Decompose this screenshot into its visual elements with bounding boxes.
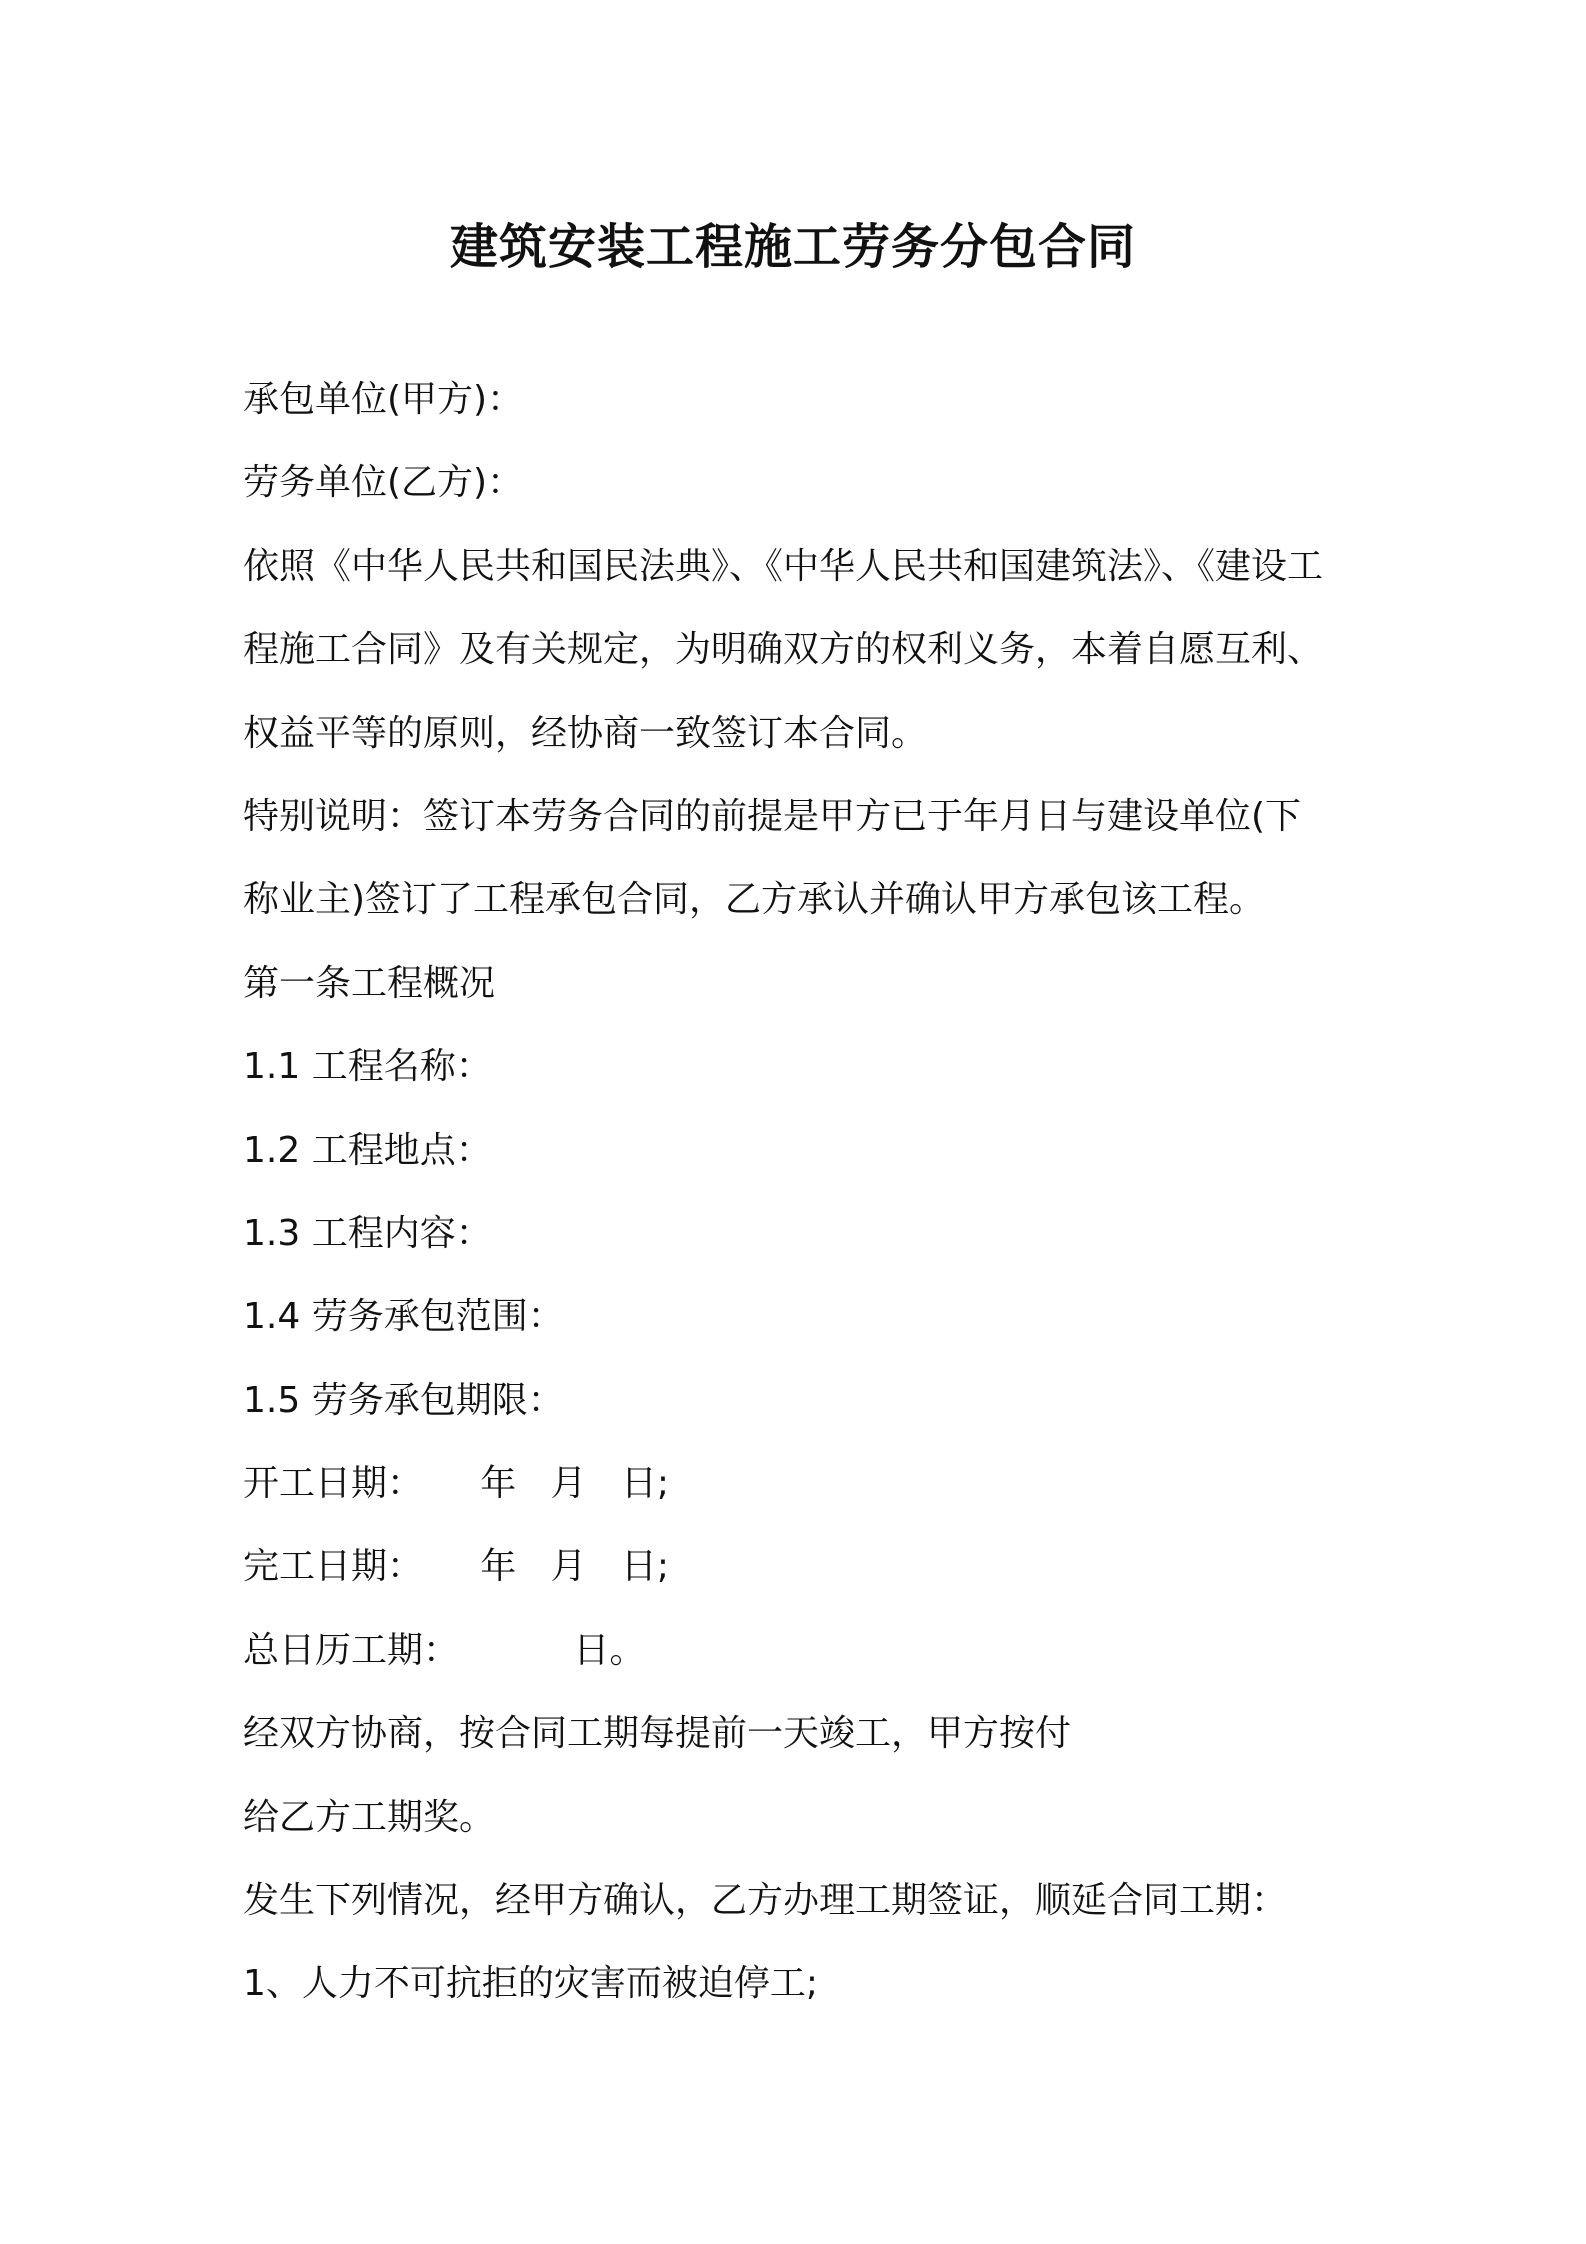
special-note-line-2: 称业主)签订了工程承包合同，乙方承认并确认甲方承包该工程。	[243, 879, 1266, 921]
preamble-line-3: 权益平等的原则，经协商一致签订本合同。	[243, 712, 928, 754]
total-duration-line: 总日历工期： 日。	[243, 1629, 646, 1671]
clause-1-2: 1.2 工程地点：	[243, 1129, 492, 1171]
document-title: 建筑安装工程施工劳务分包合同	[449, 219, 1136, 275]
extension-intro-line: 发生下列情况，经甲方确认，乙方办理工期签证，顺延合同工期：	[243, 1880, 1288, 1922]
bonus-line-2: 给乙方工期奖。	[243, 1796, 496, 1838]
completion-date-line: 完工日期： 年 月 日;	[243, 1546, 670, 1588]
preamble-line-2: 程施工合同》及有关规定，为明确双方的权利义务，本着自愿互利、	[243, 629, 1324, 671]
bonus-line-1: 经双方协商，按合同工期每提前一天竣工，甲方按付	[243, 1713, 1072, 1755]
start-date-line: 开工日期： 年 月 日;	[243, 1463, 670, 1505]
clause-1-1: 1.1 工程名称：	[243, 1046, 492, 1088]
clause-1-5: 1.5 劳务承包期限：	[243, 1379, 564, 1421]
clause-1-3: 1.3 工程内容：	[243, 1212, 492, 1254]
article-1-heading: 第一条工程概况	[243, 962, 496, 1004]
clause-1-4: 1.4 劳务承包范围：	[243, 1296, 564, 1338]
extension-item-1: 1、人力不可抗拒的灾害而被迫停工;	[243, 1963, 819, 2005]
preamble-line-1: 依照《中华人民共和国民法典》、《中华人民共和国建筑法》、《建设工	[243, 545, 1324, 587]
document-body	[243, 358, 1363, 2026]
special-note-line-1: 特别说明：签订本劳务合同的前提是甲方已于年月日与建设单位(下	[243, 795, 1302, 837]
party-a-line: 承包单位(甲方)：	[243, 379, 524, 420]
party-b-line: 劳务单位(乙方)：	[243, 462, 524, 504]
